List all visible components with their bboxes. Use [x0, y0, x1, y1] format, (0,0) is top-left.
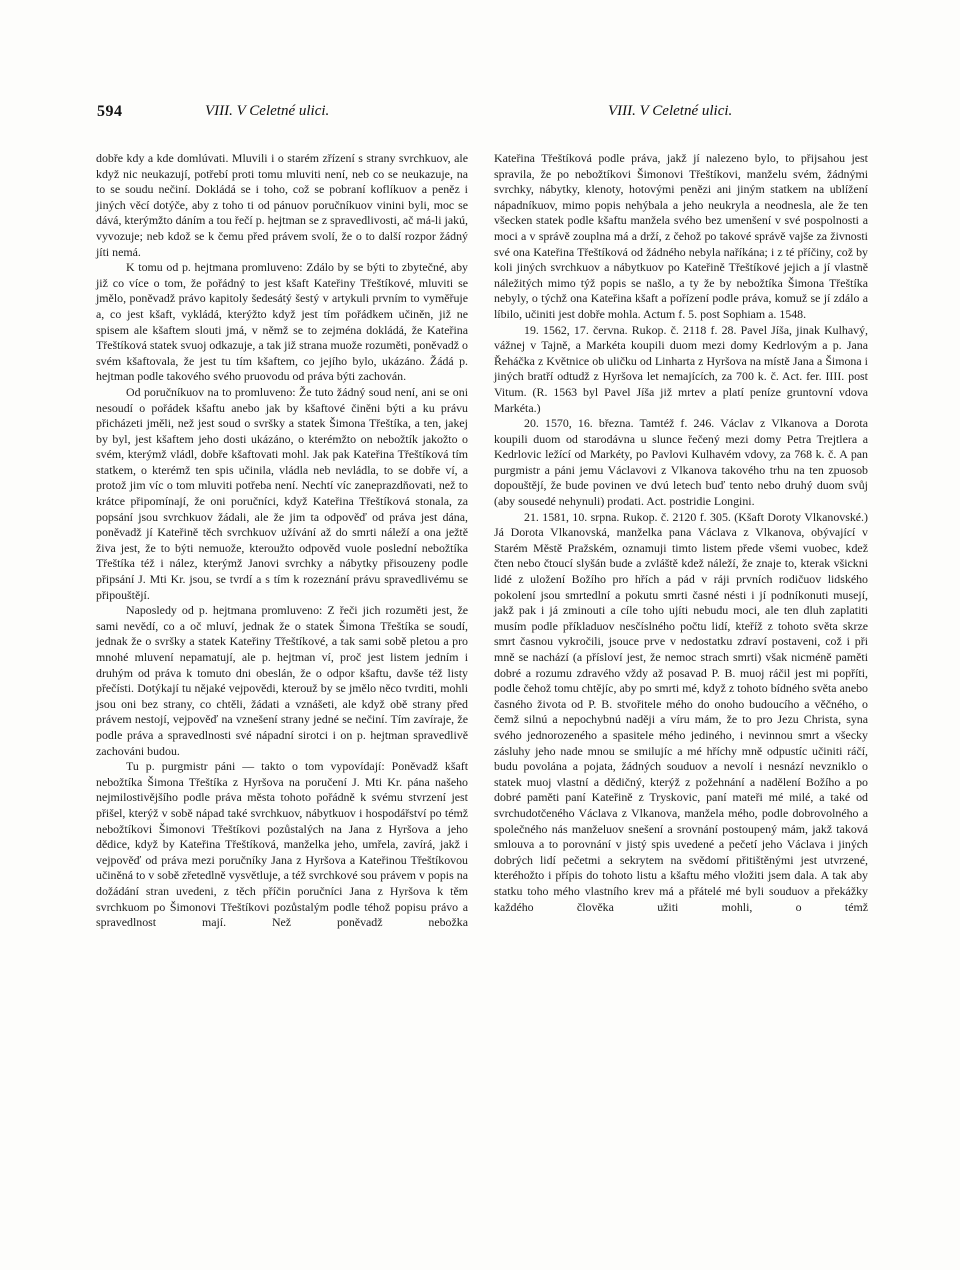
- running-header-right: VIII. V Celetné ulici.: [608, 103, 733, 119]
- right-column: [494, 151, 868, 915]
- paragraph: Od poručníkuov na to promluveno: Že tuto žádný soud není, ani se oni nesoudí o pořádek kšaftu anebo jak by kšaftové činěni býti a ku právu přicházeti jměli, než jest soud o svršky a statek Šimona Třeštíka, a ten, jakej by byl, jest kšaftem jeho dosti ukázáno, o kterémžto on nebožtík jakožto o svém, kterýmž vládl, dobře kšaftovati mohl. Jak pak Kateřina Třeštíková tím statkem, o kterémž ten spis učinila, vládla neb nevládla, to se dobře ví, a protož jim víc o tom mluviti potřeba není. Nechtí víc zaneprazdňovati, než to krátce připomínají, že oni poručníci, když Kateřina Třeštíková stonala, za popsání jsou svrchkuov žádali, ale že jim ta odpověď od práva jest dána, poněvadž jí Kateřině těch svrchkuov užívání až do smrti náleží a ona ježtě živa jest, že to býti nemuože, kteroužto odpověd vuole poslední nebožtíka Třeštíka též i nález, kterýmž Janovi svrchky a nábytky přisouzeny podle připsání J. Mti Kr. jsou, se tvrdí a s tím k rozeznání právu spravedlivému se připouštějí.: [96, 384, 468, 602]
- paragraph: Tu p. purgmistr páni — takto o tom vypovídají: Poněvadž kšaft nebožtíka Šimona Třeštíka z Hyršova na poručení J. Mti Kr. pána našeho nejmilostivějšího podle práva města tohoto pořádně k svému stvrzení jest přišel, kterýž v sobě nápad také svrchkuov, nábytkuov i hospodářství po témž nebožtíkovi Šimonovi Třeštíkovi pozůstalých na Jana z Hyršova a jeho dědice, když by Kateřina Třeštíková, manželka jeho, umřela, zavírá, jakž i vejpověď od práva mezi poručníky Jana z Hyršova a Kateřinou Třeštíkovou učiněná to v sobě zřetedlně vysvětluje, a též svrchkové sou právem v popis na dožádání stran uvedeni, z těch příčin poručníci Jana z Hyršova k těm svrchkuom po Šimonovi Třeštíkovi pozůstalým podle téhož popisu právo a spravedlnost mají. Než poněvadž nebožka: [96, 759, 468, 930]
- paragraph: Naposledy od p. hejtmana promluveno: Z řeči jich rozuměti jest, že sami nevědí, co a oč mluví, jednak že o statek Šimona Třeštíka se soudí, jednak že o svršky a statek Kateřiny Třeštíkové, a tak sami sobě pletou a pro mnohé mluvení nepamatují, ale p. hejtman ví, proč jest listem jedním i druhým od práva k tomuto dni obeslán, že o odpor kšaftu, davše též listy přečísti. Dotýkají tu nějaké vejpovědi, kterouž by se jmělo něco tvrditi, mohli jsou oni bez strany, co chtěli, žádati a vznášeti, ale když obě strany před právem nestojí, vejpověď na vznešení strany jedné se nečiní. Tím zavíraje, že podle práva a spravedlnosti své nápadní sirotci i on p. hejtman spravedlivě zachováni budou.: [96, 603, 468, 758]
- paragraph: 21. 1581, 10. srpna. Rukop. č. 2120 f. 305. (Kšaft Doroty Vlkanovské.) Já Dorota Vlkanovská, manželka pana Václava z Vlkanova, obývající v Starém Městě Pražském, oznamuji timto listem přede všemi vuobec, kdež čten nebo čtoucí slyšán bude a zvláště kdež náleží, že znaje to, kterak všickni lidé z uložení Božího pro hřích a pád v ráji prvních rodičuov lidského pokolení jsou smrtedlní a pokutu smrti časné nésti i jí podníkonuti musejí, jakž pak i já zminouti a cíle toho ujíti nebudu moci, ale ten dluh zaplatiti musím podle příkladuov nesčíslného počtu lidí, kteříž z tohoto světa skrze smrt časnou vykročili, jsouce prve v nedostatku zdraví postaveni, což i při mně se nachází (a přísloví jest, že nemoc strach smrti) však nicméně paměti dobré a rozumu zdravého vždy až posavad P. B. muoj ráčil jest mi popříti, podle čehož tomu chtějíc, aby po smrti mé, když z tohoto bídného světa anebo časného života od P. B. stvořitele mého do onoho budoucího a věčného, o čemž silnú a nepochybnú naději a víru mám, že to pro Jezu Christa, syna svého jednorozeného a spasitele mého jediného, i nevinnou smrt a všecky zásluhy jeho nade mnou se smilujíc a mé hříchy mně odpustíc učiniti ráčí, budu povolána a pojata, žádných souduov a nevolí i nesnází nevzniklo o statek muoj vlastní a dědičný, kterýž z požehnání a nadělení Božího a po dobré paměti paní Kateřině z Tryskovic, paní mateři mé milé, a také od svrchudotčeného Václava z Vlkanova, manžela mého, podle dobrovolného a společného nás manželuov snešení a srovnání postoupený mám, jakž taková smlouva a to porovnání v jistý spis uvedené a pečetí jeho Václava i jiných dobrých lidí pečetmi a sekrytem na svědomí přitištěnými jest utvrzené, kteréhožto i přípis do tohoto listu a kšaftu mého vložiti jsem dala. A tak aby statku toho mého vlastního krev má a přátelé mé byli souduov a překážky každého člověka užiti mohli, o témž: [494, 509, 868, 914]
- paragraph: 20. 1570, 16. března. Tamtéž f. 246. Václav z Vlkanova a Dorota koupili duom od starodávna u slunce řečený mezi domy Petra Trejtlera a Kedrlovic ležící od Markéty, po Pavlovi Kulhavém vdovy, za 768 k. č. A pan purgmistr a páni jemu Václavovi z Vlkanova takového trhu na ten zpuosob dopouštějí, že bude povinen ve dvú letech buď tento nebo druhý duom svůj (aby sousedé nehynuli) prodati. Act. postridie Longini.: [494, 416, 868, 509]
- paragraph: Kateřina Třeštíková podle práva, jakž jí nalezeno bylo, to přijsahou jest spravila, že po nebožtíkovi Šimonovi Třeštíkovi, manželu svém, žádnými svrchky, nábytky, klenoty, hotovými penězi ani jiným statkem na ublížení nápadníkuov, mimo popis nehýbala a jeho neukryla a neodnesla, ale že ten všecken statek podle kšaftu manžela svého bez umenšení v své pospolnosti a moci a v správě zouplna má a drží, z čehož po takové správě vajše za živnosti své ona Kateřina Třeštíková od žádného nebyla naříkána; i z té příčiny, což by koli jiných svrchkuov a nábytkuov po Kateřině Třeštíkové jejich a jí vlastně náležitých mimo týž popis se našlo, a ty že by nebožtíka Šimona Třeštíka nebyly, o týchž ona Kateřina kšaft a pořízení podle práva, komuž se jí zdálo a líbilo, učiniti jest dobře mohla. Actum f. 5. post Sophiam a. 1548.: [494, 151, 868, 321]
- paragraph: dobře kdy a kde domlúvati. Mluvili i o starém zřízení s strany svrchkuov, ale když nic neukazují, potřebí proti tomu mluviti není, neb co se neukazuje, na to se soudu nečiní. Dokládá se i toho, což se pobraní koflíkuov a peněz i jiných věcí dotýče, aby z toho ti od pánuov poručníkuov vinini byli, moc se dává, kterýmžto dáním a tou řečí p. hejtman se z spravedlivosti, ač má-li jakú, vyvozuje; neb kdož se k čemu před právem svolí, že o to další rozpor žádný jíti nemá.: [96, 151, 468, 259]
- paragraph: K tomu od p. hejtmana promluveno: Zdálo by se býti to zbytečné, aby již co více o tom, že pořádný to jest kšaft Kateřiny Třeštíkové, mluviti se jmělo, poněvadž právo kapitoly šedesátý šestý v artykuli prvním to vyměřuje a, co jest kšaft, vykládá, kterýžto když jest tím pořádkem učiněn, již ne spisem ale kšaftem slouti jmá, v němž se to zejména dokládá, že Kateřina Třeštíková statek svuoj odkazuje, a tak již strana muože rozuměti, poněvadž o svém kšaftovala, že jest tu tím kšaftem, co jejího bylo, ukázáno. Žádá p. hejtman podle takového svého pruovodu od práva býti zachován.: [96, 260, 468, 384]
- running-header-left: VIII. V Celetné ulici.: [205, 103, 330, 119]
- page-number: 594: [97, 103, 123, 120]
- left-column: [96, 151, 468, 931]
- paragraph: 19. 1562, 17. června. Rukop. č. 2118 f. 28. Pavel Jíša, jinak Kulhavý, vážnej v Tajně, a Markéta koupili duom mezi domy Kedrlovým a p. Jana Řeháčka z Květnice ob uličku od Linharta z Hyršova na místě Jana a Šimona i jiných bratří odtudž z Hyršova let nemajících, za 700 k. č. Act. fer. IIII. post Vitum. (R. 1563 byl Pavel Jíša již mrtev a platí peníze gruntovní vdova Markéta.): [494, 322, 868, 415]
